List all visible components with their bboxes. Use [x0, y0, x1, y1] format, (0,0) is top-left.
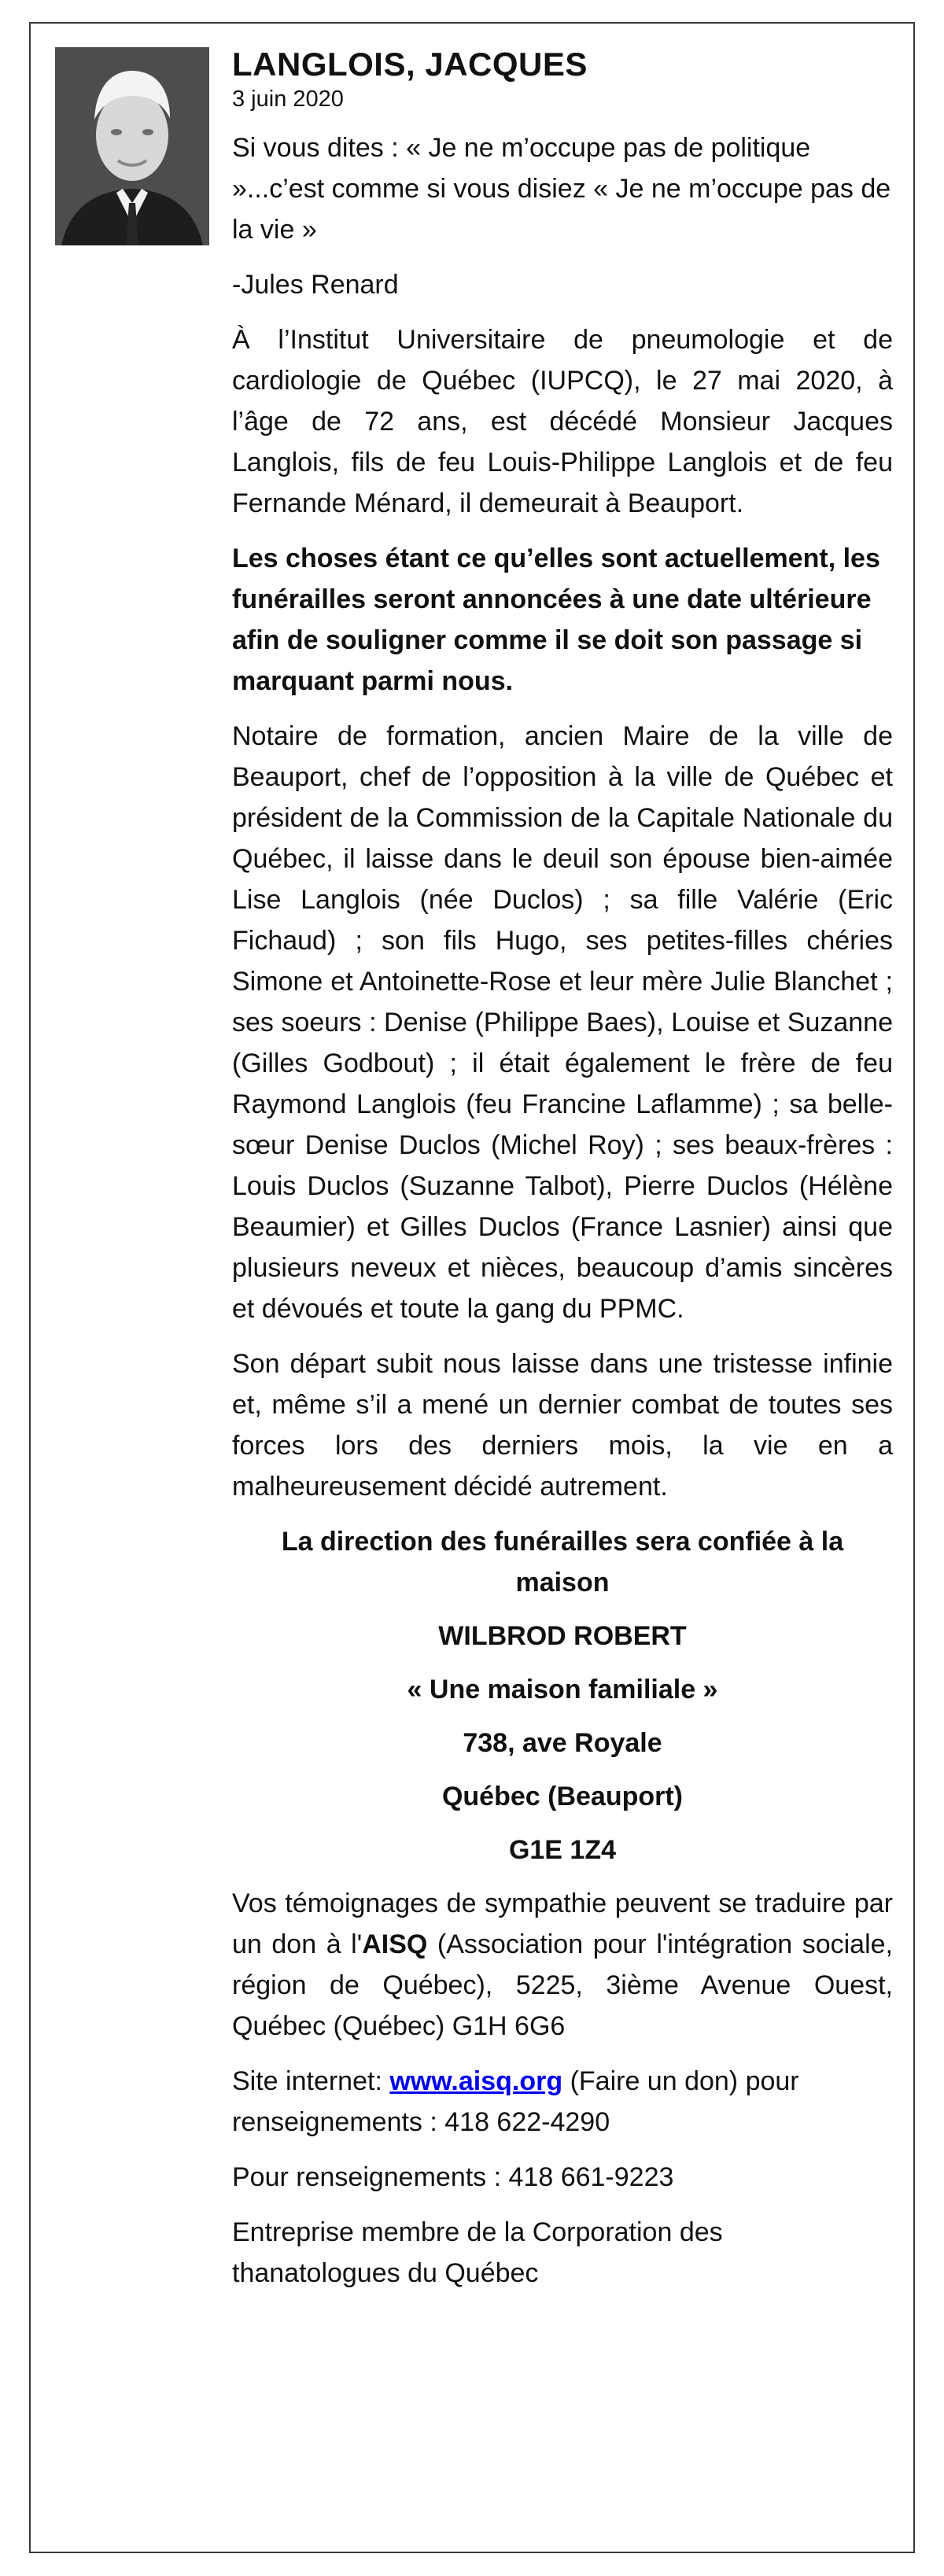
funeral-home-tagline: « Une maison familiale » [407, 1675, 718, 1704]
website-label: Site internet: [232, 2066, 390, 2096]
deceased-name: LANGLOIS, JACQUES [232, 46, 588, 83]
funeral-announcement: Les choses étant ce qu’elles sont actuellement, les funérailles seront annoncées à une date ultérieure afin de souligner comme il se doit son passage si marquant parmi nous. [232, 544, 880, 696]
funeral-home-city: Québec (Beauport) [441, 1782, 684, 1811]
publication-date: 3 juin 2020 [232, 87, 344, 112]
funeral-home-intro: La direction des funérailles sera confiée à la maison [281, 1527, 844, 1598]
family-paragraph: Notaire de formation, ancien Maire de la ville de Beauport, chef de l’opposition à la ville de Québec et président de la Commission de la Capitale Nationale du Québec, il laisse dans le deuil son épouse bien-aimée Lise Langlois (née Duclos) ; sa fille Valérie (Eric Fichaud) ; son fils Hugo, ses petites-filles chéries Simone et Antoinette-Rose et leur mère Julie Blanchet ; ses soeurs : Denise (Philippe Baes), Louise et Suzanne (Gilles Godbout) ; il était également le frère de feu Raymond Langlois (feu Francine Laflamme) ; sa belle-sœur Denise Duclos (Michel Roy) ; ses beaux-frères : Louis Duclos (Suzanne Talbot), Pierre Duclos (Hélène Beaumier) et Gilles Duclos (France Lasnier) ainsi que plusieurs neveux et nièces, beaucoup d’amis sincères et dévoués et toute la gang du PPMC. [232, 721, 893, 1324]
info-line: Pour renseignements : 418 661-9223 [232, 2162, 674, 2192]
website-paragraph [232, 2061, 893, 2143]
funeral-home-postal-code: G1E 1Z4 [508, 1835, 617, 1865]
portrait-illustration [55, 47, 209, 245]
donation-text-after: (Association pour l'intégration sociale, région de Québec), 5225, 3ième Avenue Ouest, Québec (Québec) G1H 6G6 [232, 1929, 893, 2041]
member-note: Entreprise membre de la Corporation des thanatologues du Québec [232, 2217, 723, 2288]
portrait-photo [55, 47, 209, 245]
funeral-home-name: WILBROD ROBERT [438, 1621, 687, 1651]
website-link[interactable]: www.aisq.org [389, 2066, 563, 2096]
donation-text-before: Vos témoignages de sympathie peuvent se traduire par un don à l' [232, 1889, 893, 1959]
death-notice-paragraph: À l’Institut Universitaire de pneumologie et de cardiologie de Québec (IUPCQ), le 27 mai 2020, à l’âge de 72 ans, est décédé Monsieur Jacques Langlois, fils de feu Louis-Philippe Langlois et de feu Fernande Ménard, il demeurait à Beauport. [232, 325, 893, 518]
obituary-content [232, 44, 893, 2308]
quote-text: Si vous dites : « Je ne m’occupe pas de politique »...c’est comme si vous disiez « Je ne m’occupe pas de la vie » [232, 133, 891, 245]
donation-paragraph [232, 1883, 893, 2047]
funeral-home-address: 738, ave Royale [463, 1728, 662, 1758]
quote-author: -Jules Renard [232, 270, 399, 300]
donation-org-acronym: AISQ [362, 1929, 428, 1959]
tribute-paragraph: Son départ subit nous laisse dans une tristesse infinie et, même s’il a mené un dernier combat de toutes ses forces lors des derniers mois, la vie en a malheureusement décidé autrement. [232, 1349, 893, 1502]
website-after: (Faire un don) pour renseignements : 418 622-4290 [232, 2066, 799, 2137]
